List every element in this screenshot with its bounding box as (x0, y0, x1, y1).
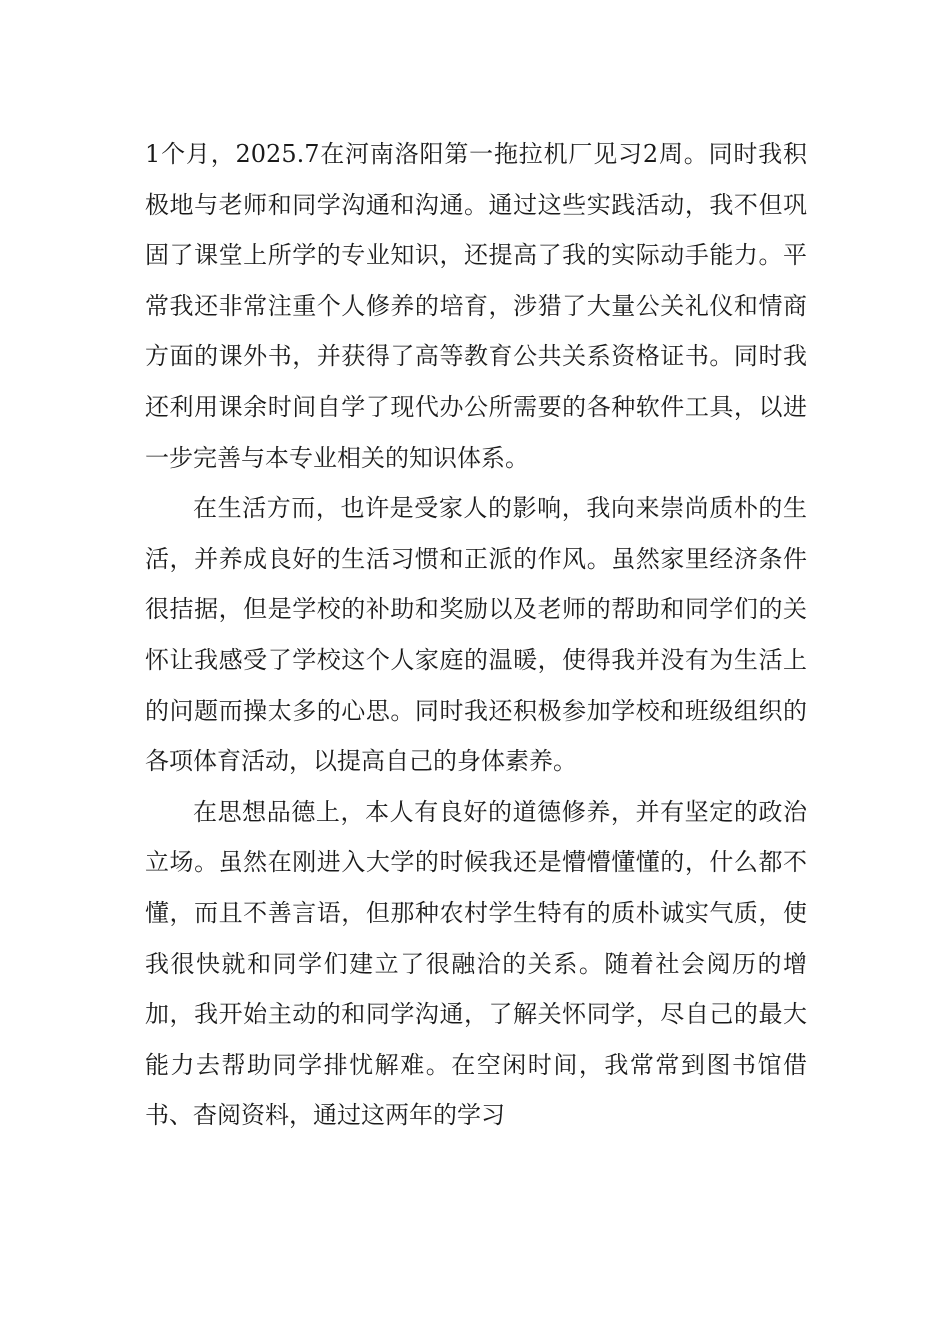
paragraph-continuation: 1个月，2025.7在河南洛阳第一拖拉机厂见习2周。同时我积极地与老师和同学沟通和沟通。通过这些实践活动，我不但巩固了课堂上所学的专业知识，还提高了我的实际动手能力。平常我还非常注重个人修养的培育，涉猎了大量公关礼仪和情商方面的课外书，并获得了高等教育公共关系资格证书。同时我还利用课余时间自学了现代办公所需要的各种软件工具，以进一步完善与本专业相关的知识体系。 (145, 140, 807, 472)
document-body (145, 129, 807, 1141)
paragraph-ideology: 在思想品德上，本人有良好的道德修养，并有坚定的政治立场。虽然在刚进入大学的时候我还是懵懵懂懂的，什么都不懂，而且不善言语，但那种农村学生特有的质朴诚实气质，使我很快就和同学们建立了很融洽的关系。随着社会阅历的增加，我开始主动的和同学沟通，了解关怀同学，尽自己的最大能力去帮助同学排忧解难。在空闲时间，我常常到图书馆借书、杳阅资料，通过这两年的学习 (145, 797, 807, 1130)
paragraph-life: 在生活方而，也许是受家人的影响，我向来崇尚质朴的生活，并养成良好的生活习惯和正派的作风。虽然家里经济条件很拮据，但是学校的补助和奖励以及老师的帮助和同学们的关怀让我感受了学校这个人家庭的温暖，使得我并没有为生活上的问题而操太多的心思。同时我还积极参加学校和班级组织的各项体育活动，以提高自己的身体素养。 (145, 494, 807, 776)
